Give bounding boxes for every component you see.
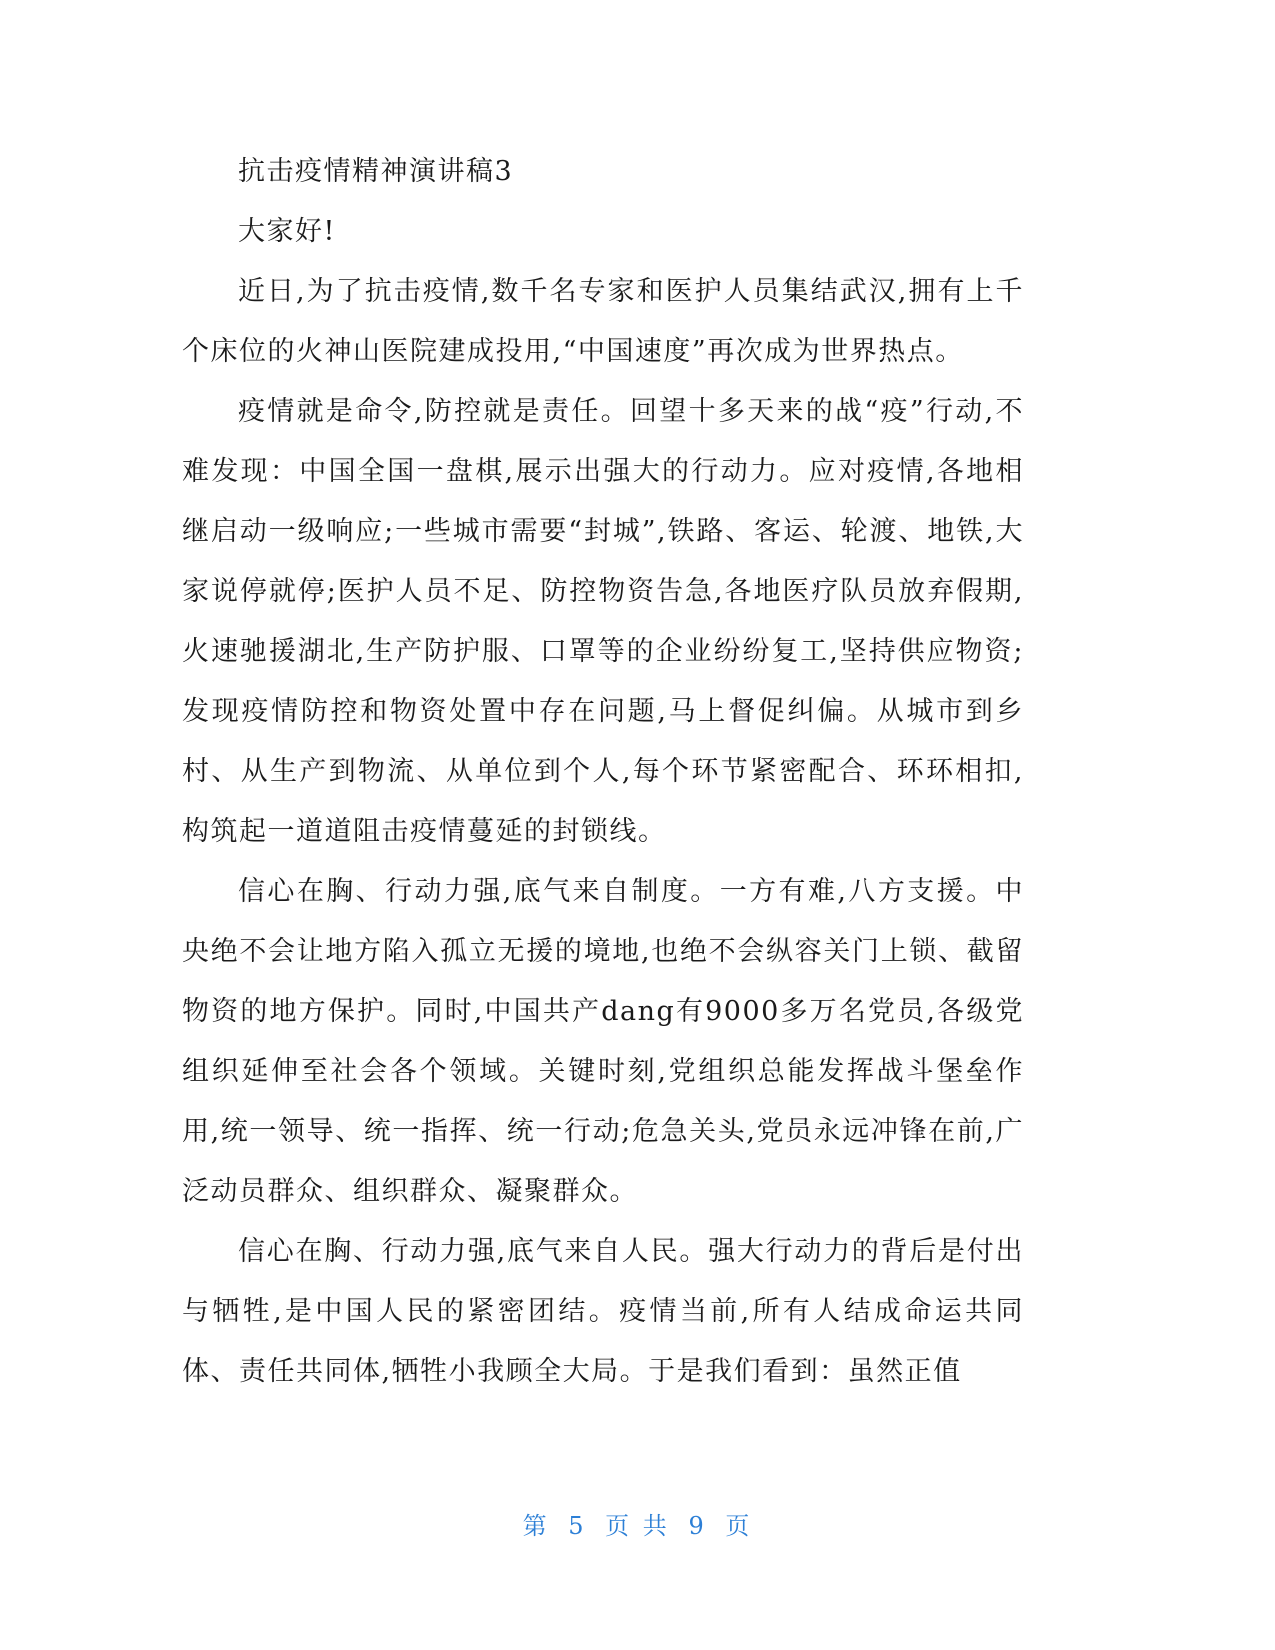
page-footer [0, 1506, 1275, 1541]
footer-prefix: 第 [522, 1512, 550, 1540]
document-body [182, 142, 1024, 1402]
footer-total-pages: 9 [688, 1512, 707, 1540]
body-paragraph: 信心在胸、行动力强,底气来自人民。强大行动力的背后是付出与牺牲,是中国人民的紧密团结。疫情当前,所有人结成命运共同体、责任共同体,牺牲小我顾全大局。于是我们看到：虽然正值 [182, 1236, 1024, 1387]
document-title: 抗击疫情精神演讲稿3 [238, 156, 514, 187]
body-paragraph: 近日,为了抗击疫情,数千名专家和医护人员集结武汉,拥有上千个床位的火神山医院建成投用,“中国速度”再次成为世界热点。 [182, 276, 1024, 367]
body-paragraph: 信心在胸、行动力强,底气来自制度。一方有难,八方支援。中央绝不会让地方陷入孤立无援的境地,也绝不会纵容关门上锁、截留物资的地方保护。同时,中国共产dang有9000多万名党员,各级党组织延伸至社会各个领域。关键时刻,党组织总能发挥战斗堡垒作用,统一领导、统一指挥、统一行动;危急关头,党员永远冲锋在前,广泛动员群众、组织群众、凝聚群众。 [182, 876, 1024, 1207]
footer-middle: 页 共 [605, 1512, 670, 1540]
body-paragraph: 疫情就是命令,防控就是责任。回望十多天来的战“疫”行动,不难发现：中国全国一盘棋,展示出强大的行动力。应对疫情,各地相继启动一级响应;一些城市需要“封城”,铁路、客运、轮渡、地铁,大家说停就停;医护人员不足、防控物资告急,各地医疗队员放弃假期,火速驰援湖北,生产防护服、口罩等的企业纷纷复工,坚持供应物资;发现疫情防控和物资处置中存在问题,马上督促纠偏。从城市到乡村、从生产到物流、从单位到个人,每个环节紧密配合、环环相扣,构筑起一道道阻击疫情蔓延的封锁线。 [182, 396, 1024, 847]
greeting-paragraph: 大家好! [238, 216, 336, 247]
footer-current-page: 5 [568, 1512, 587, 1540]
footer-suffix: 页 [725, 1512, 753, 1540]
